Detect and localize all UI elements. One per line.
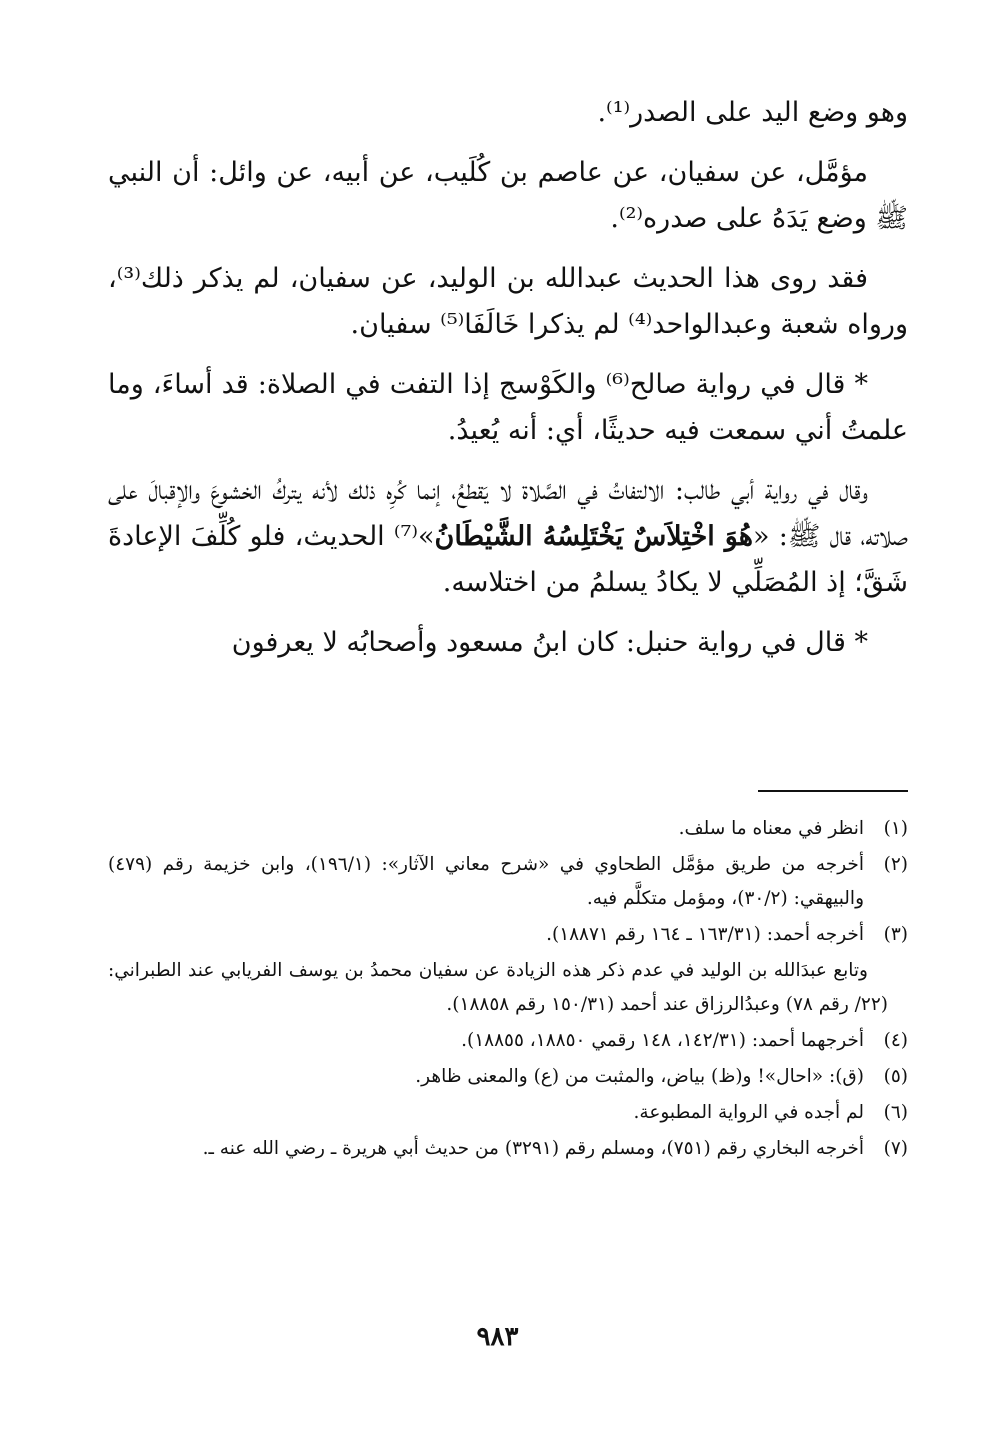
paragraph-4: * قال في رواية صالح⁽⁶⁾ والكَوْسج إذا التفت في الصلاة: قد أساءَ، وما علمتُ أني سمعت فيه حديثًا، أي: أنه يُعيدُ. [108,369,908,446]
footnote-text: انظر في معناه ما سلف. [678,818,864,839]
footnote-4 [108,1024,908,1058]
main-text [108,90,908,666]
paragraph-5-part-1: وقال في رواية أبي طالب: الالتفاتُ في الصَّلاة لا يَقطعُ، إنما كُرِه ذلك لأنه يتركُ الخشوعَ والإقبالَ على صلاته، قال ﷺ: « [108,475,908,552]
footnote-text: أخرجه البخاري رقم (٧٥١)، ومسلم رقم (٣٢٩١) من حديث أبي هريرة ـ رضي الله عنه ـ. [202,1138,864,1159]
footnote-7 [108,1132,908,1166]
footnote-1 [108,812,908,846]
paragraph-5-part-2: »⁽⁷⁾ الحديث، فلو كُلِّفَ الإعادةَ شَقَّ؛ إذ المُصَلِّي لا يكادُ يسلمُ من اختلاسه. [108,521,908,598]
footnote-5 [108,1060,908,1094]
footnote-number: (٣) [883,924,908,945]
footnote-number: (٥) [883,1066,908,1087]
footnote-number: (٦) [883,1102,908,1123]
footnote-3-continuation: وتابع عبدَالله بن الوليد في عدم ذكر هذه الزيادة عن سفيان محمدُ بن يوسف الفريابي عند الطبراني: (٢٢/ رقم ٧٨) وعبدُالرزاق عند أحمد (١٥٠/٣١ رقم ١٨٨٥٨). [108,960,888,1015]
footnote-text: أخرجهما أحمد: (١٤٢/٣١، ١٤٨ رقمي ١٨٨٥٠، ١٨٨٥٥). [461,1030,864,1051]
paragraph-2: مؤمَّل، عن سفيان، عن عاصم بن كُلَيب، عن أبيه، عن وائل: أن النبي ﷺ وضع يَدَهُ على صدره⁽²⁾. [108,157,908,234]
page-number: ٩٨٣ [476,1322,519,1352]
footnote-number: (٢) [883,854,908,875]
footnote-divider [758,790,908,792]
footnote-text: (ق): «احال»! و(ظ) بياض، والمثبت من (ع) والمعنى ظاهر. [415,1066,864,1087]
hadith-quote: هُوَ اخْتِلاَسٌ يَخْتَلِسُهُ الشَّيْطَانُ [434,521,753,552]
footnotes [108,812,908,1168]
footnote-number: (٧) [883,1138,908,1159]
paragraph-5 [108,468,908,606]
paragraph-3: فقد روى هذا الحديث عبدالله بن الوليد، عن سفيان، لم يذكر ذلك⁽³⁾، ورواه شعبة وعبدالواحد⁽⁴⁾ لم يذكرا خَالَفَا⁽⁵⁾ سفيان. [108,263,908,340]
page [108,90,908,1159]
paragraph-6: * قال في رواية حنبل: كان ابنُ مسعود وأصحابُه لا يعرفون [231,627,868,658]
paragraph-1: وهو وضع اليد على الصدر⁽¹⁾. [597,97,908,128]
footnote-number: (١) [883,818,908,839]
footnote-text: أخرجه أحمد: (١٦٣/٣١ ـ ١٦٤ رقم ١٨٨٧١). [546,924,864,945]
footnote-2 [108,848,908,916]
footnote-3 [108,918,908,952]
footnote-text: أخرجه من طريق مؤمَّل الطحاوي في «شرح معاني الآثار»: (١٩٦/١)، وابن خزيمة رقم (٤٧٩) والبيهقي: (٣٠/٢)، ومؤمل متكلَّم فيه. [108,854,864,909]
footnote-6 [108,1096,908,1130]
footnote-text: لم أجده في الرواية المطبوعة. [633,1102,864,1123]
footnote-number: (٤) [883,1030,908,1051]
